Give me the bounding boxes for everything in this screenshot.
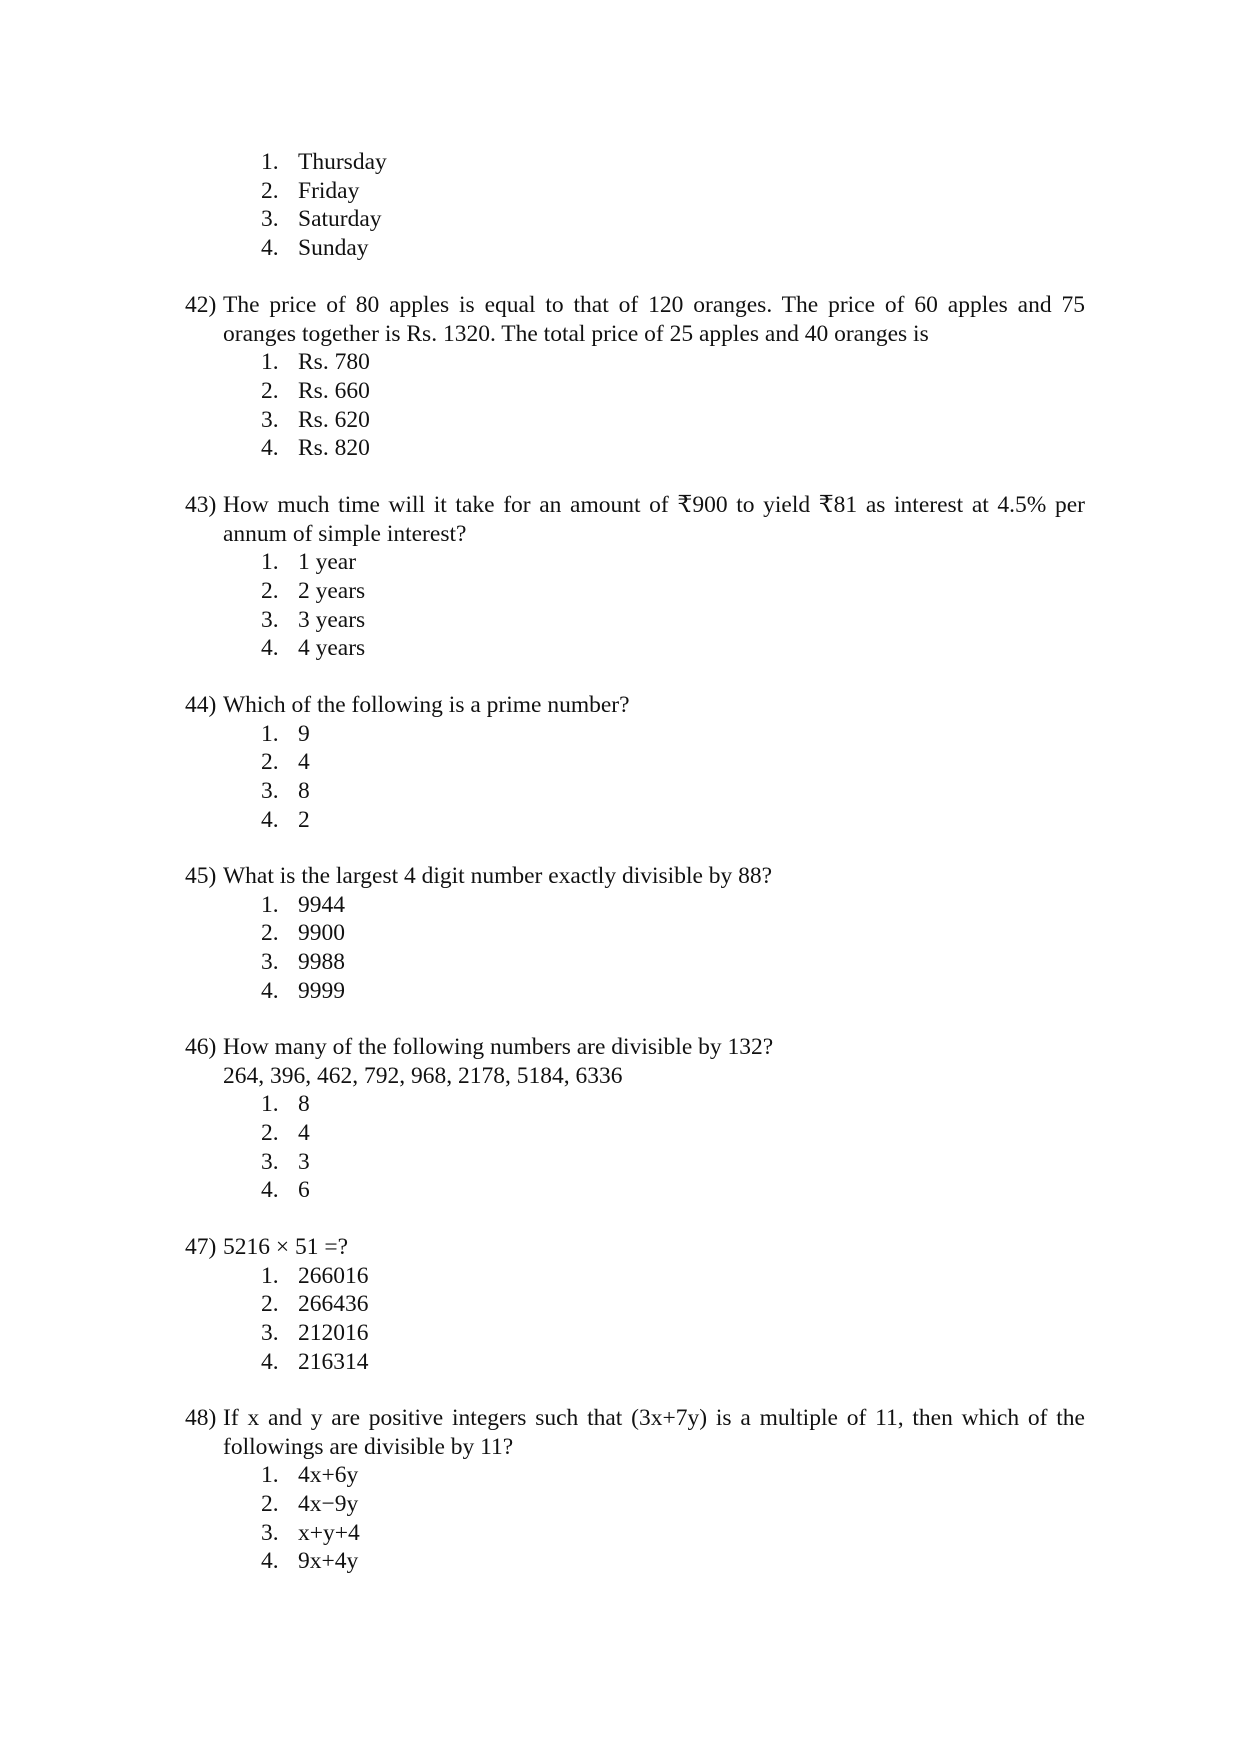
option-item bbox=[185, 720, 1085, 749]
option-item bbox=[185, 434, 1085, 463]
question-text: The price of 80 apples is equal to that of 120 oranges. The price of 60 apples and 75 bbox=[223, 292, 1085, 318]
question-41-options-block bbox=[185, 148, 1085, 263]
option-text: 4 bbox=[298, 749, 310, 776]
option-item bbox=[185, 777, 1085, 806]
option-item bbox=[185, 1262, 1085, 1291]
options-list bbox=[185, 1461, 1085, 1576]
option-item bbox=[185, 234, 1085, 263]
option-item bbox=[185, 205, 1085, 234]
option-text: 9944 bbox=[298, 891, 345, 918]
option-item bbox=[185, 606, 1085, 635]
option-text: Rs. 620 bbox=[298, 406, 370, 433]
question-number: 42) bbox=[185, 292, 217, 318]
option-text: 9900 bbox=[298, 920, 345, 947]
option-number: 1. bbox=[261, 720, 279, 747]
option-number: 4. bbox=[261, 1177, 279, 1204]
question-text-line: 264, 396, 462, 792, 968, 2178, 5184, 6336 bbox=[223, 1062, 623, 1089]
question-45 bbox=[185, 862, 1085, 1005]
option-number: 3. bbox=[261, 949, 279, 976]
option-item bbox=[185, 1461, 1085, 1490]
option-item bbox=[185, 806, 1085, 835]
question-44 bbox=[185, 691, 1085, 834]
options-list bbox=[185, 891, 1085, 1006]
option-number: 4. bbox=[261, 1348, 279, 1375]
option-number: 3. bbox=[261, 1519, 279, 1546]
question-number: 47) bbox=[185, 1234, 217, 1260]
option-item bbox=[185, 348, 1085, 377]
option-text: 4 bbox=[298, 1120, 310, 1147]
option-item bbox=[185, 1090, 1085, 1119]
options-list bbox=[185, 1090, 1085, 1205]
option-number: 2. bbox=[261, 177, 279, 204]
option-item bbox=[185, 948, 1085, 977]
question-number: 46) bbox=[185, 1034, 217, 1060]
option-number: 2. bbox=[261, 1120, 279, 1147]
question-text: How much time will it take for an amount of ₹900 to yield ₹81 as interest at 4.5% per bbox=[223, 492, 1085, 518]
option-item bbox=[185, 577, 1085, 606]
option-text: Friday bbox=[298, 177, 360, 204]
option-number: 2. bbox=[261, 378, 279, 405]
option-text: 9x+4y bbox=[298, 1548, 359, 1575]
option-item bbox=[185, 1176, 1085, 1205]
option-item bbox=[185, 919, 1085, 948]
option-text: 266436 bbox=[298, 1291, 369, 1318]
option-text: 4 years bbox=[298, 635, 366, 662]
question-text-line: followings are divisible by 11? bbox=[223, 1433, 514, 1460]
question-46 bbox=[185, 1033, 1085, 1205]
question-text: Which of the following is a prime number? bbox=[223, 692, 630, 718]
option-text: Saturday bbox=[298, 206, 382, 233]
option-text: 9999 bbox=[298, 977, 345, 1004]
option-item bbox=[185, 1119, 1085, 1148]
option-text: 8 bbox=[298, 1091, 310, 1118]
option-text: 1 year bbox=[298, 549, 357, 576]
question-number: 43) bbox=[185, 492, 217, 518]
option-text: Sunday bbox=[298, 235, 369, 262]
option-number: 1. bbox=[261, 1262, 279, 1289]
question-text: 5216 × 51 =? bbox=[223, 1234, 349, 1260]
options-list bbox=[185, 348, 1085, 463]
option-number: 3. bbox=[261, 778, 279, 805]
question-43 bbox=[185, 491, 1085, 663]
options-list bbox=[185, 720, 1085, 835]
question-text-line: oranges together is Rs. 1320. The total price of 25 apples and 40 oranges is bbox=[223, 320, 929, 347]
question-42 bbox=[185, 291, 1085, 463]
question-48 bbox=[185, 1404, 1085, 1576]
option-text: 9 bbox=[298, 720, 310, 747]
option-number: 1. bbox=[261, 891, 279, 918]
option-number: 2. bbox=[261, 578, 279, 605]
option-number: 3. bbox=[261, 1148, 279, 1175]
option-number: 4. bbox=[261, 235, 279, 262]
option-text: Rs. 660 bbox=[298, 378, 370, 405]
question-text-line: annum of simple interest? bbox=[223, 520, 467, 547]
option-number: 1. bbox=[261, 1091, 279, 1118]
option-item bbox=[185, 1319, 1085, 1348]
option-number: 1. bbox=[261, 149, 279, 175]
question-47 bbox=[185, 1233, 1085, 1376]
option-number: 1. bbox=[261, 549, 279, 576]
option-number: 4. bbox=[261, 806, 279, 833]
option-number: 2. bbox=[261, 749, 279, 776]
option-number: 3. bbox=[261, 1320, 279, 1347]
option-item bbox=[185, 377, 1085, 406]
option-item bbox=[185, 406, 1085, 435]
option-text: 212016 bbox=[298, 1320, 369, 1347]
option-text: 3 bbox=[298, 1148, 310, 1175]
question-text-line bbox=[185, 1033, 1085, 1062]
question-text: How many of the following numbers are divisible by 132? bbox=[223, 1034, 774, 1060]
question-text: If x and y are positive integers such that (3x+7y) is a multiple of 11, then which of the bbox=[223, 1405, 1085, 1431]
option-item bbox=[185, 1348, 1085, 1377]
question-number: 48) bbox=[185, 1405, 217, 1431]
option-item bbox=[185, 748, 1085, 777]
option-text: Rs. 820 bbox=[298, 435, 370, 462]
option-number: 4. bbox=[261, 1548, 279, 1575]
option-number: 4. bbox=[261, 435, 279, 462]
option-text: 216314 bbox=[298, 1348, 369, 1375]
option-item bbox=[185, 977, 1085, 1006]
question-text-line bbox=[185, 1233, 1085, 1262]
option-item bbox=[185, 548, 1085, 577]
option-number: 2. bbox=[261, 1291, 279, 1318]
option-item bbox=[185, 1490, 1085, 1519]
option-item bbox=[185, 1547, 1085, 1576]
option-number: 3. bbox=[261, 206, 279, 233]
option-text: 2 bbox=[298, 806, 310, 833]
question-text-line bbox=[185, 491, 1085, 520]
options-list bbox=[185, 148, 1085, 263]
option-item bbox=[185, 634, 1085, 663]
option-item bbox=[185, 1290, 1085, 1319]
option-number: 3. bbox=[261, 606, 279, 633]
question-text-line bbox=[185, 691, 1085, 720]
option-number: 1. bbox=[261, 1462, 279, 1489]
question-text-line bbox=[185, 862, 1085, 891]
option-number: 4. bbox=[261, 635, 279, 662]
option-text: 2 years bbox=[298, 578, 366, 605]
option-text: x+y+4 bbox=[298, 1519, 360, 1546]
option-number: 2. bbox=[261, 1491, 279, 1518]
option-text: 9988 bbox=[298, 949, 345, 976]
option-item bbox=[185, 148, 1085, 177]
option-text: 8 bbox=[298, 778, 310, 805]
option-number: 4. bbox=[261, 977, 279, 1004]
option-item bbox=[185, 177, 1085, 206]
option-text: 4x+6y bbox=[298, 1462, 359, 1489]
option-number: 3. bbox=[261, 406, 279, 433]
question-text-line bbox=[185, 1404, 1085, 1433]
option-text: Rs. 780 bbox=[298, 349, 370, 376]
option-number: 1. bbox=[261, 349, 279, 376]
option-text: Thursday bbox=[298, 149, 387, 175]
options-list bbox=[185, 548, 1085, 663]
question-text-line bbox=[185, 291, 1085, 320]
option-item bbox=[185, 891, 1085, 920]
option-item bbox=[185, 1148, 1085, 1177]
question-number: 45) bbox=[185, 863, 217, 889]
question-number: 44) bbox=[185, 692, 217, 718]
option-text: 266016 bbox=[298, 1262, 369, 1289]
option-number: 2. bbox=[261, 920, 279, 947]
option-text: 3 years bbox=[298, 606, 366, 633]
options-list bbox=[185, 1262, 1085, 1377]
option-text: 4x−9y bbox=[298, 1491, 359, 1518]
option-text: 6 bbox=[298, 1177, 310, 1204]
question-text: What is the largest 4 digit number exactly divisible by 88? bbox=[223, 863, 773, 889]
option-item bbox=[185, 1519, 1085, 1548]
